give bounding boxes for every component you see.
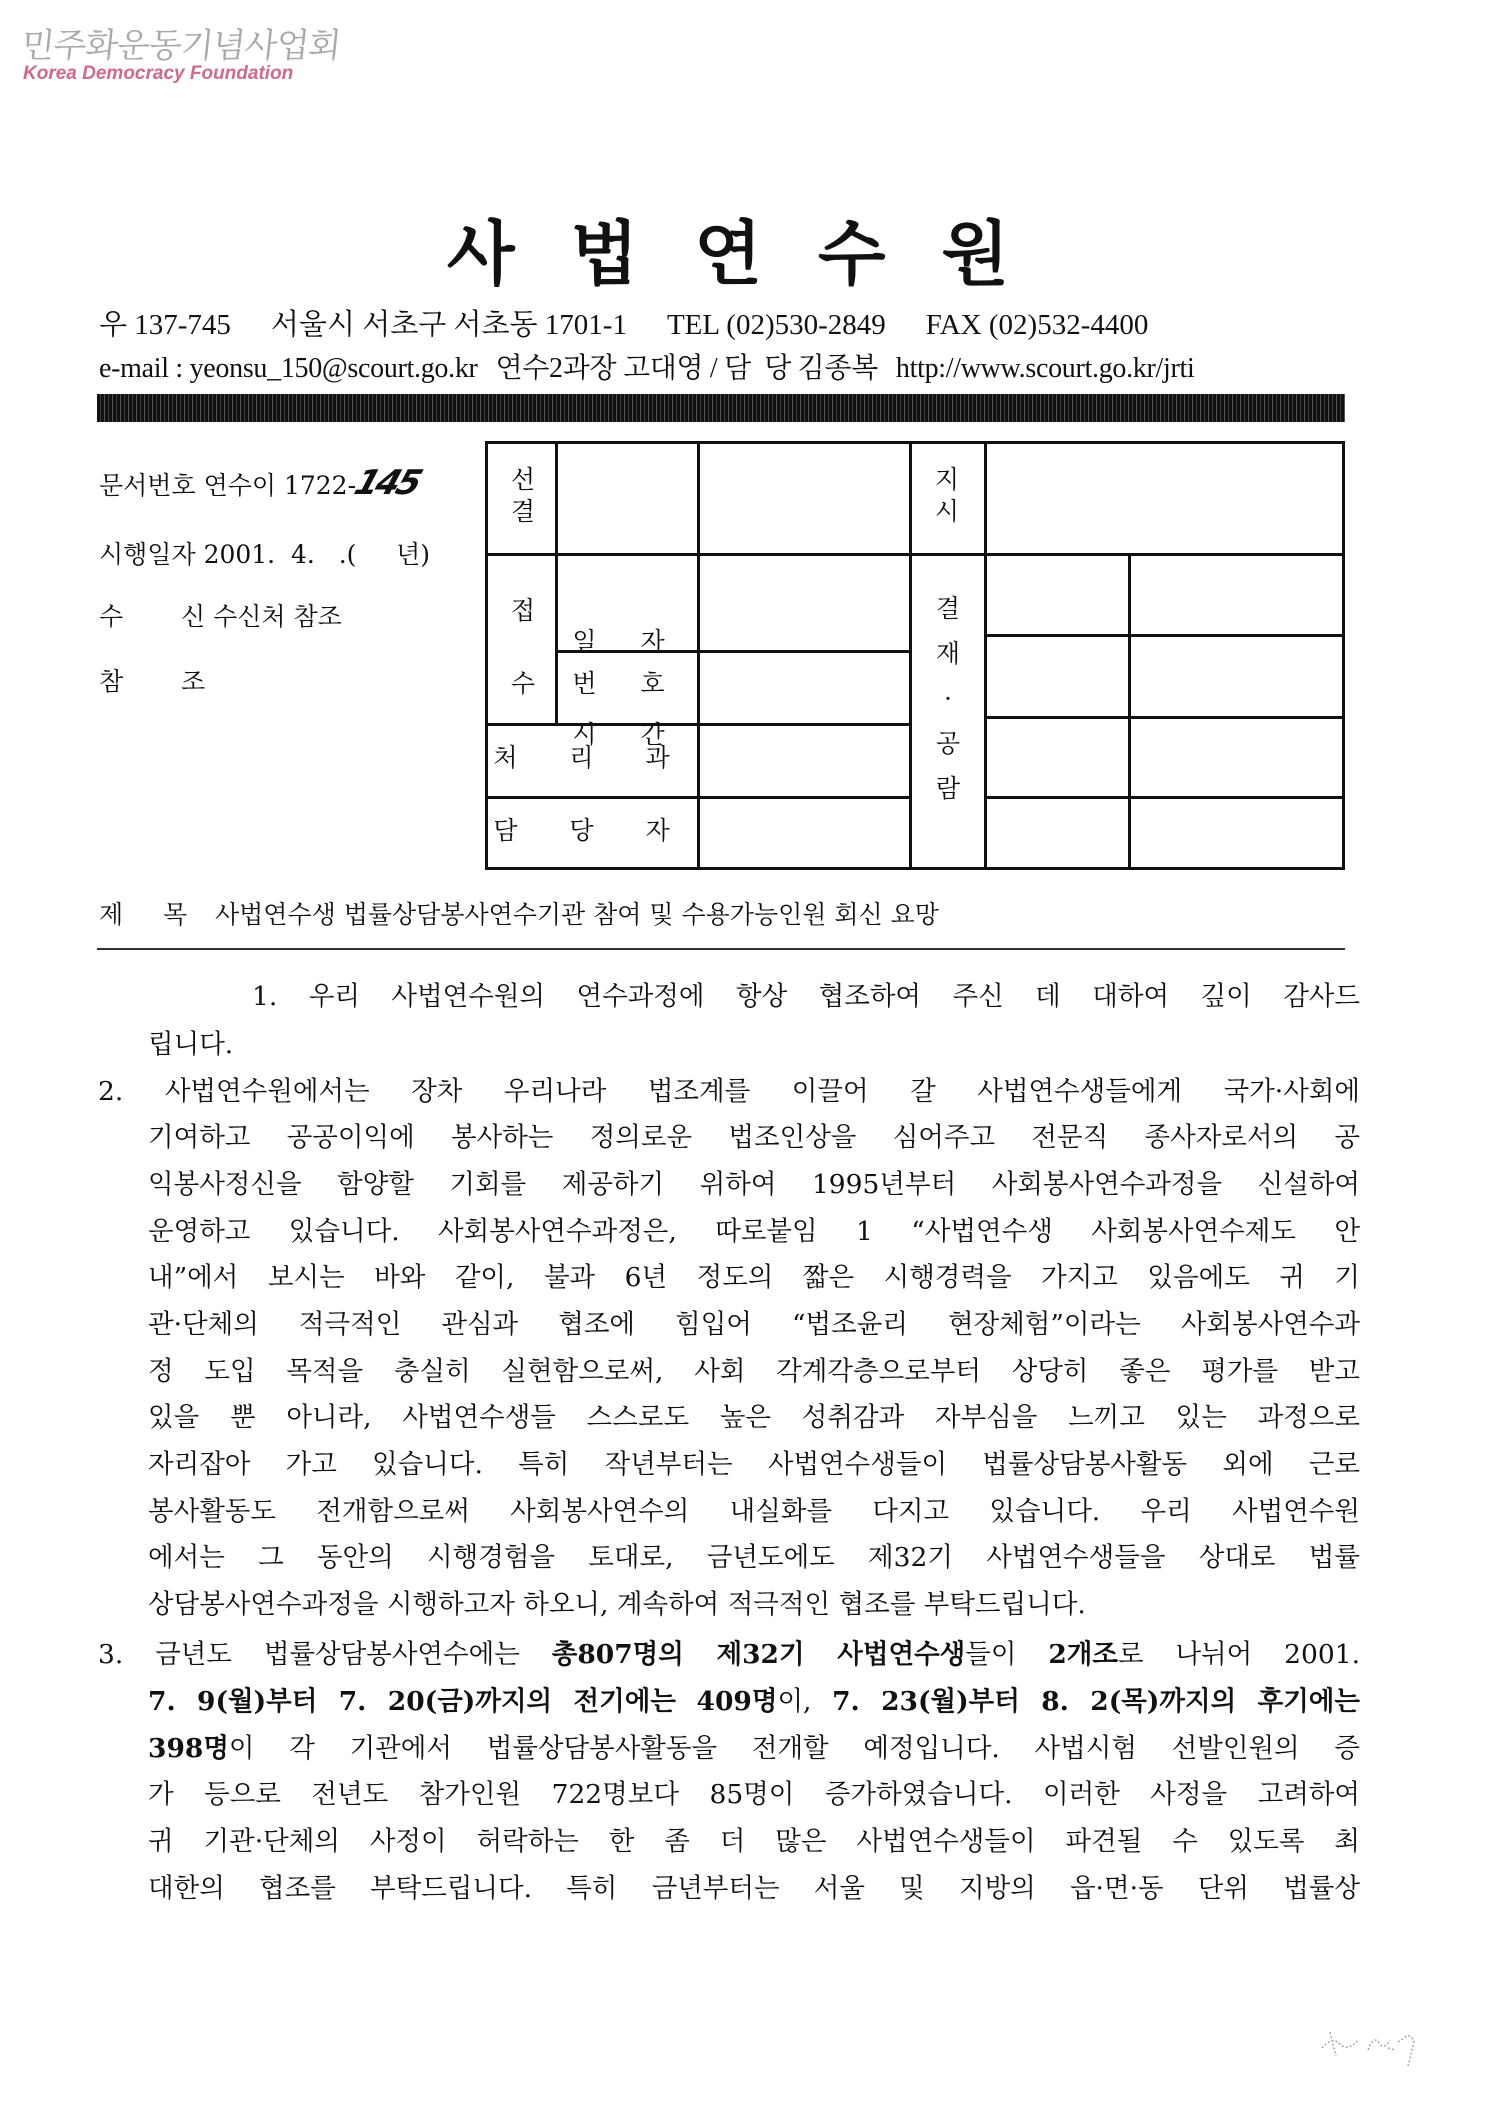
date-label-cell: 일 자 — [572, 627, 683, 656]
reference-row — [99, 662, 205, 698]
text-line: 가 등으로 전년도 참가인원 722명보다 85명이 증가하였습니다. 이러한 사정을 고려하여 — [148, 1779, 1360, 1810]
email: e-mail : yeonsu_150@scourt.go.kr — [99, 353, 478, 384]
bold-run: 7. 23(월)부터 8. 2(목)까지의 후기에는 — [832, 1686, 1360, 1717]
text-line: 에서는 그 동안의 시행경험을 토대로, 금년도에도 제32기 사법연수생들을 상대로 법률 — [148, 1542, 1360, 1573]
bold-run: 총807명의 제32기 사법연수생 — [551, 1639, 966, 1670]
text-line: 관·단체의 적극적인 관심과 협조에 힘입어 “법조윤리 현장체험”이라는 사회봉사연수과 — [148, 1309, 1360, 1340]
approval-char: 공 — [935, 729, 961, 758]
text-line: 귀 기관·단체의 사정이 허락하는 한 좀 더 많은 사법연수생들이 파견될 수 있도록 최 — [148, 1826, 1360, 1857]
text-line: 익봉사정신을 함양할 기회를 제공하기 위하여 1995년부터 사회봉사연수과정을 신설하여 — [148, 1169, 1360, 1200]
fax: FAX (02)532-4400 — [925, 309, 1149, 341]
bold-run: 7. 9(월)부터 7. 20(금)까지의 전기에는 — [148, 1686, 676, 1717]
approval-char: · — [944, 684, 952, 713]
text-line: 정 도입 목적을 충실히 실현함으로써, 사회 각계각층으로부터 상당히 좋은 평가를 받고 — [148, 1356, 1360, 1387]
text-line: 1. 우리 사법연수원의 연수과정에 항상 협조하여 주신 데 대하여 깊이 감사드 — [252, 981, 1360, 1012]
receipt-label-text: 접수 — [510, 596, 536, 698]
approval-table — [485, 441, 1345, 870]
text-run: 이, — [777, 1686, 833, 1717]
text-line: 운영하고 있습니다. 사회봉사연수과정은, 따로붙임 1 “사법연수생 사회봉사연수제도 안 — [148, 1216, 1360, 1247]
foundation-logo-korean: 민주화운동기념사업회 — [19, 26, 343, 66]
text-run: 들이 — [965, 1639, 1049, 1670]
subject-row — [99, 895, 939, 931]
number-label-cell: 번 호 — [572, 669, 683, 698]
text-line: 립니다. — [148, 1029, 234, 1060]
reference-label-1: 참 — [99, 667, 124, 696]
foundation-logo-english: Korea Democracy Foundation — [23, 63, 294, 84]
text-line: 자리잡아 가고 있습니다. 특히 작년부터는 사법연수생들이 법률상담봉사활동 외에 근로 — [148, 1449, 1360, 1480]
handwritten-mark-icon — [1318, 2020, 1438, 2070]
contact-line — [99, 346, 1194, 386]
bold-run: 2개조 — [1048, 1639, 1118, 1670]
doc-number-prefix: 연수이 1722- — [203, 471, 357, 500]
street-address: 서울시 서초구 서초동 1701-1 — [270, 309, 627, 341]
approval-char: 결 — [935, 594, 961, 623]
person-in-charge-label: 담 당 자 — [493, 816, 692, 845]
header-divider-bar — [97, 394, 1345, 422]
recipient-label-2: 신 — [181, 602, 206, 631]
text-line: 있을 뿐 아니라, 사법연수생들 스스로도 높은 성취감과 자부심을 느끼고 있는 과정으로 — [148, 1402, 1360, 1433]
reference-label-2: 조 — [181, 667, 206, 696]
text-line — [98, 1635, 1360, 1675]
text-run: 로 나뉘어 2001. — [1117, 1639, 1361, 1670]
text-run: 3. 금년도 법률상담봉사연수에는 — [98, 1639, 552, 1670]
text-line: 기여하고 공공이익에 봉사하는 정의로운 법조인상을 심어주고 전문직 종사자로서의 공 — [148, 1122, 1360, 1153]
text-line: 2. 사법연수원에서는 장차 우리나라 법조계를 이끌어 갈 사법연수생들에게 국가·사회에 — [98, 1076, 1360, 1107]
website-link[interactable]: http://www.scourt.go.kr/jrti — [895, 353, 1195, 384]
approval-char: 재 — [935, 639, 961, 668]
bold-run: 409명 — [696, 1686, 778, 1717]
text-line — [148, 1729, 1360, 1769]
preliminary-approval-label: 선결 — [510, 465, 536, 526]
title-char: 사 — [446, 213, 515, 295]
text-line: 내”에서 보시는 바와 같이, 불과 6년 정도의 짧은 시행경력을 가지고 있음에도 귀 기 — [148, 1262, 1360, 1293]
subject-label-1: 제 — [99, 900, 124, 929]
date-row — [99, 535, 430, 571]
bold-run: 398명 — [148, 1733, 229, 1764]
approval-review-label — [912, 586, 984, 811]
instruction-label: 지시 — [934, 465, 960, 526]
document-title — [0, 198, 1456, 299]
time-label-cell: 시 간 — [572, 720, 683, 749]
text-line: 대한의 협조를 부탁드립니다. 특히 금년부터는 서울 및 지방의 읍·면·동 단위 법률상 — [148, 1873, 1360, 1904]
text-line — [148, 1682, 1360, 1722]
subject-label-2: 목 — [163, 900, 188, 929]
telephone: TEL (02)530-2849 — [666, 309, 886, 341]
doc-number-label: 문서번호 — [99, 471, 196, 500]
text-line: 봉사활동도 전개함으로써 사회봉사연수의 내실화를 다지고 있습니다. 우리 사법연수원 — [148, 1496, 1360, 1527]
recipient-value: 수신처 참조 — [213, 602, 342, 631]
postal-code: 우 137-745 — [99, 309, 231, 341]
title-char: 수 — [817, 213, 886, 295]
text-line: 상담봉사연수과정을 시행하고자 하오니, 계속하여 적극적인 협조를 부탁드립니다. — [148, 1589, 1086, 1620]
approval-char: 람 — [935, 774, 961, 803]
date-value: 2001. 4. .( 년) — [203, 540, 431, 569]
text-run — [676, 1686, 697, 1717]
title-char: 원 — [941, 213, 1010, 295]
address-line — [99, 302, 1148, 343]
recipient-row — [99, 597, 342, 633]
subject-divider — [97, 948, 1345, 950]
manager-info: 연수2과장 고대영 / 담 당 김종복 — [495, 353, 878, 384]
recipient-label-1: 수 — [99, 602, 124, 631]
title-char: 연 — [694, 213, 762, 295]
date-label: 시행일자 — [99, 540, 196, 569]
subject-value: 사법연수생 법률상담봉사연수기관 참여 및 수용가능인원 회신 요망 — [215, 900, 939, 929]
title-char: 법 — [570, 213, 639, 295]
processing-dept-label: 처 리 과 — [493, 743, 692, 772]
doc-number-handwritten: 145 — [349, 463, 425, 503]
text-run: 이 각 기관에서 법률상담봉사활동을 전개할 예정입니다. 사법시험 선발인원의 증 — [228, 1733, 1360, 1764]
receipt-label — [508, 574, 538, 704]
doc-number-row — [99, 463, 425, 503]
